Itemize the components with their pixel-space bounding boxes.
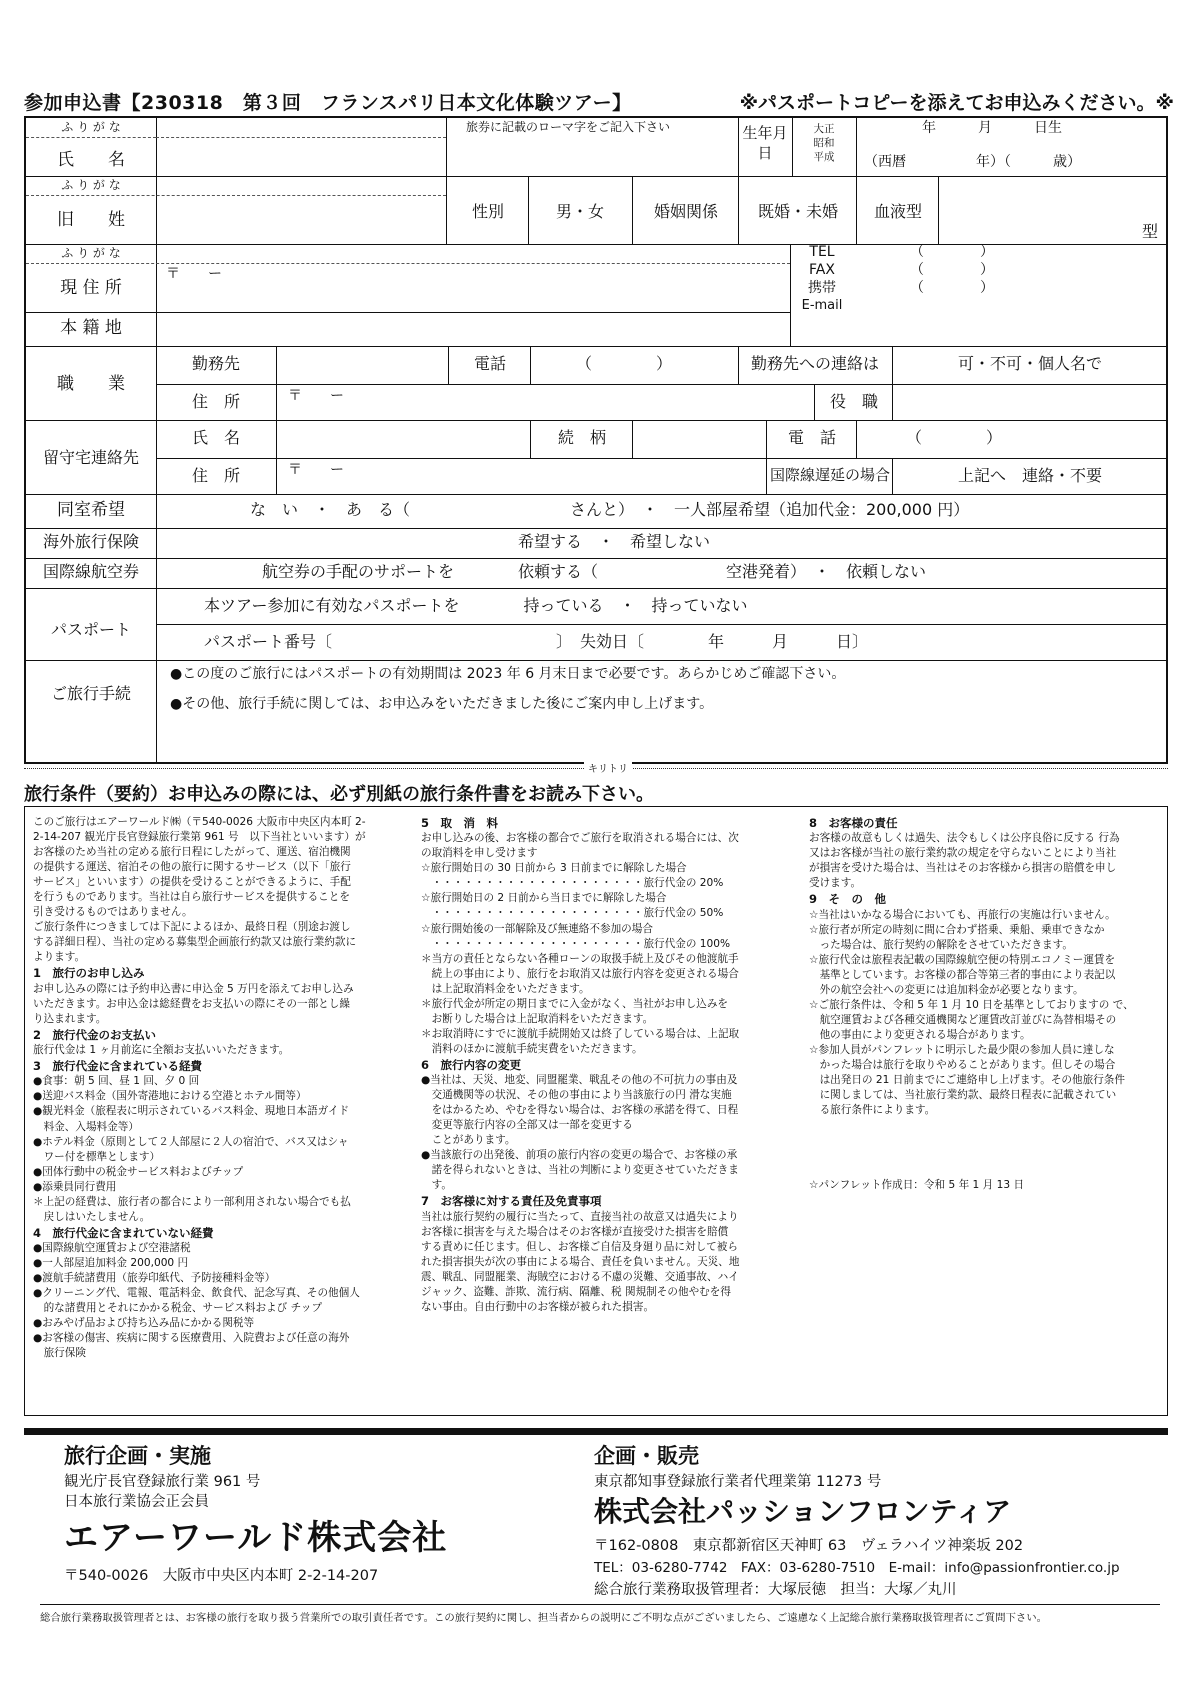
company-footer [64, 1440, 1164, 1620]
position-label: 役 職 [829, 392, 878, 411]
romaji-note: 旅券に記載のローマ字をご記入下さい [466, 120, 671, 134]
conditions-column-2 [421, 815, 791, 1315]
contact-employer-options[interactable]: 可・不可・個人名で [957, 354, 1102, 373]
conditions-line: 交通機関等の状況、その他の事由により当該旅行の円 滑な実施 [421, 1089, 732, 1102]
conditions-line: り込まれます。 [33, 1012, 107, 1025]
fax-field[interactable]: （ ） [910, 261, 994, 278]
home-contact-name-label: 氏 名 [191, 428, 240, 447]
cut-line [24, 764, 1168, 780]
conditions-line: 変更等旅行内容の全部又は一部を変更する [421, 1119, 633, 1132]
conditions-line: ●観光料金（旅程表に明示されているバス料金、現地日本語ガイド [33, 1105, 350, 1118]
conditions-line: ＊お取消時にすでに渡航手続開始又は終了している場合は、上記取 [421, 1027, 740, 1040]
conditions-line: 又はお客様が当社の旅行業約款の規定を守らないことにより当社 [809, 847, 1117, 860]
conditions-line: ☆旅行代金は旅程表記載の国際線航空便の特別エコノミー運賃を [809, 953, 1116, 966]
conditions-line: 続上の事由により、旅行をお取消又は旅行内容を変更される場合 [421, 967, 739, 980]
planner-heading: 旅行企画・実施 [64, 1444, 211, 1468]
conditions-line: 震、戦乱、同盟罷業、海賊空における不慮の災難、交通事故、ハイ [421, 1270, 739, 1283]
conditions-line: 旅行保険 [33, 1347, 86, 1360]
conditions-line: ワー付を標準とします） [33, 1150, 161, 1163]
era-heisei[interactable]: 平成 [813, 151, 835, 164]
era-showa[interactable]: 昭和 [813, 137, 835, 150]
conditions-line: ご旅行条件につきましては下記によるほか、最終日程（別途お渡し [33, 921, 351, 934]
conditions-line: ●渡航手続諸費用（旅券印紙代、予防接種料金等） [33, 1272, 276, 1285]
conditions-line: お客様に損害を与えた場合はそのお客様が直接受けた損害を賠償 [421, 1225, 729, 1238]
blood-type-label: 血液型 [873, 202, 922, 221]
conditions-line: ●送迎バス料金（国外寄港地における空港とホテル間等） [33, 1090, 307, 1103]
name-label: 氏 名 [57, 150, 125, 170]
conditions-line: ☆旅行開始日の 2 日前から当日までに解除した場合 [421, 892, 667, 905]
conditions-line: ●おみやげ品および持ち込み品にかかる関税等 [33, 1317, 255, 1330]
fax-label: FAX [809, 261, 835, 278]
conditions-line: お客様の故意もしくは過失、法令もしくは公序良俗に反する 行為 [809, 832, 1120, 845]
conditions-line: お申し込みの際には予約申込書に申込金 5 万円を添えてお申し込み [33, 982, 354, 995]
conditions-line: ☆参加人員がパンフレットに明示した最少限の参加人員に達しな [809, 1044, 1115, 1057]
conditions-line: ●食事：朝 5 回、昼 1 回、夕 0 回 [33, 1075, 200, 1088]
birth-label: 生年月日 [742, 124, 788, 162]
conditions-line: する責めに任じます。但し、お客様ご自信及身廻り品に対して被ら [421, 1240, 738, 1253]
conditions-line: 2 旅行代金のお支払い [33, 1027, 157, 1042]
home-contact-postal[interactable]: 〒 ー [288, 462, 344, 478]
conditions-line: 3 旅行代金に含まれている経費 [33, 1059, 202, 1074]
conditions-column-3 [809, 815, 1159, 1193]
tel-field[interactable]: （ ） [910, 244, 994, 260]
form-header [24, 86, 1174, 116]
conditions-line: る旅行条件によります。 [809, 1104, 936, 1117]
home-contact-phone-label: 電 話 [787, 428, 836, 447]
marital-label: 婚姻関係 [653, 202, 718, 221]
planner-registration: 観光庁長官登録旅行業 961 号 [64, 1474, 261, 1490]
conditions-line: ●ホテル料金（原則として２人部屋に２人の宿泊で、バス又はシャ [33, 1135, 349, 1148]
roommate-label: 同室希望 [57, 500, 125, 520]
conditions-line: お断りした場合は上記取消料をいただきます。 [421, 1012, 654, 1025]
furigana-label: ふ り が な [61, 120, 121, 134]
conditions-line: ＊当方の責任とならない各種ローンの取扱手続上及びその他渡航手 [421, 952, 739, 965]
sex-label: 性別 [471, 202, 504, 221]
conditions-line: 9 そ の 他 [809, 892, 887, 907]
conditions-line: の取消料を申し受けます [421, 847, 538, 860]
furigana-label-2: ふ り が な [61, 178, 121, 192]
conditions-line: す。 [421, 1179, 452, 1192]
delay-options[interactable]: 上記へ 連絡・不要 [957, 466, 1102, 485]
conditions-line: は上記取消料金をいただきます。 [421, 982, 590, 995]
conditions-line: が損害を受けた場合は、当社はそのお客様から損害の賠償を申し [809, 862, 1117, 875]
conditions-line: ☆ご旅行条件は、令和 5 年 1 月 10 日を基準としておりますの で、 [809, 998, 1134, 1011]
seller-contact: TEL：03-6280-7742 FAX：03-6280-7510 E-mail：info@passionfrontier.co.jp [594, 1560, 1120, 1576]
era-options[interactable] [794, 122, 854, 165]
conditions-line: 6 旅行内容の変更 [421, 1057, 522, 1072]
tel-label: TEL [809, 244, 835, 260]
conditions-line: ない事由。自由行動中のお客様が被られた損害。 [421, 1300, 655, 1313]
contact-fields[interactable] [910, 244, 994, 298]
footer-divider [24, 1428, 1168, 1435]
passport-number-field[interactable]: パスポート番号〔 〕 失効日〔 年 月 日〕 [204, 632, 869, 651]
sex-options[interactable]: 男・女 [555, 202, 604, 221]
conditions-line: 5 取 消 料 [421, 816, 499, 830]
work-phone-field[interactable]: （ ） [576, 354, 673, 373]
relation-field[interactable] [634, 422, 764, 456]
manager-disclaimer: 総合旅行業務取扱管理者とは、お客様の旅行を取り扱う営業所での取引責任者です。この旅行契約に関し、担当者からの説明にご不明な点がございましたら、ご遠慮なく上記総合旅行業務取扱管理者にご質問下さい。 [40, 1604, 1160, 1624]
air-ticket-options[interactable]: 航空券の手配のサポートを 依頼する（ 空港発着） ・ 依頼しない [262, 562, 927, 581]
blood-type-unit: 型 [1142, 222, 1159, 241]
birth-western[interactable]: （西暦 年）（ 歳） [864, 154, 1081, 170]
address-label: 現 住 所 [60, 278, 122, 298]
conditions-line: ・・・・・・・・・・・・・・・・・・・・旅行代金の 20% [421, 877, 724, 890]
conditions-line: ●一人部屋追加料金 200,000 円 [33, 1257, 189, 1270]
conditions-line: ●添乗員同行費用 [33, 1180, 117, 1193]
insurance-label: 海外旅行保険 [42, 532, 139, 551]
conditions-line: ＊上記の経費は、旅行者の都合により一部利用されない場合でも払 [33, 1195, 351, 1208]
seller-registration: 東京都知事登録旅行業者代理業第 11273 号 [594, 1474, 882, 1490]
conditions-line [809, 1148, 1159, 1163]
mobile-label: 携帯 [808, 279, 836, 296]
conditions-line [809, 1163, 1159, 1178]
conditions-line: する詳細日程）、当社の定める募集型企画旅行約款又は旅行業約款に [33, 936, 357, 949]
conditions-line: ☆パンフレット作成日：令和 5 年 1 月 13 日 [809, 1179, 1025, 1192]
employer-field[interactable] [278, 348, 448, 382]
conditions-line: 外の航空会社への変更には追加料金が必要となります。 [809, 983, 1084, 996]
conditions-line: 引き受けるものではありません。 [33, 906, 193, 919]
domicile-label: 本 籍 地 [60, 318, 122, 338]
procedure-note-1: ●この度のご旅行にはパスポートの有効期間は 2023 年 6 月末日まで必要です。あらかじめご確認下さい。 [170, 666, 846, 682]
conditions-line: 諾を得られないときは、当社の判断により変更させていただきま [421, 1164, 739, 1177]
contact-employer-label: 勤務先への連絡は [750, 354, 879, 373]
mobile-field[interactable]: （ ） [910, 279, 994, 296]
conditions-line: ☆旅行開始後の一部解除及び無連絡不参加の場合 [421, 922, 653, 935]
conditions-line: 的な諸費用とそれにかかる税金、サービス料および チップ [33, 1302, 323, 1315]
conditions-title: 旅行条件（要約）お申込みの際には、必ず別紙の旅行条件書をお読み下さい。 [24, 784, 654, 805]
seller-company-name: 株式会社パッションフロンティア [594, 1495, 1012, 1528]
conditions-line: ☆当社はいかなる場合においても、再旅行の実施は行いません。 [809, 908, 1116, 921]
seller-address: 〒162-0808 東京都新宿区天神町 63 ヴェラハイツ神楽坂 202 [594, 1538, 1024, 1554]
passport-copy-note: ※パスポートコピーを添えてお申込みください。※ [739, 92, 1174, 114]
conditions-line: の提供する運送、宿泊その他の旅行に関するサービス（以下「旅行 [33, 861, 351, 874]
conditions-line: ●お客様の傷害、疾病に関する医療費用、入院費および任意の海外 [33, 1332, 350, 1345]
conditions-line: ●団体行動中の税金サービス料およびチップ [33, 1165, 244, 1178]
furigana-label-3: ふ り が な [61, 246, 121, 260]
conditions-line: 受けます。 [809, 877, 862, 890]
conditions-line: ☆旅行開始日の 30 日前から 3 日前までに解除した場合 [421, 862, 687, 875]
blood-type-field[interactable] [940, 178, 1166, 244]
planner-association: 日本旅行業協会正会員 [64, 1494, 209, 1510]
air-ticket-label: 国際線航空券 [42, 562, 139, 581]
cut-label: キリトリ [584, 760, 632, 775]
form-title: 参加申込書【230318 第３回 フランスパリ日本文化体験ツアー】 [24, 92, 632, 114]
conditions-line: 消料のほかに渡航手続実費をいただきます。 [421, 1042, 643, 1055]
conditions-line: ●当社は、天災、地変、同盟罷業、戦乱その他の不可抗力の事由及 [421, 1074, 738, 1087]
seller-heading: 企画・販売 [594, 1444, 699, 1468]
conditions-line: ジャック、盗難、詐欺、流行病、隔離、税 関規制その他やむを得 [421, 1285, 731, 1298]
delay-label: 国際線遅延の場合 [769, 466, 890, 484]
conditions-line [809, 1133, 1159, 1148]
old-name-label: 旧 姓 [57, 210, 125, 230]
home-contact-label: 留守宅連絡先 [42, 448, 139, 467]
conditions-line: 旅行代金は 1 ヶ月前迄に全額お支払いいただきます。 [33, 1044, 290, 1057]
conditions-column-1 [33, 815, 403, 1361]
work-address-postal[interactable]: 〒 ー [288, 388, 344, 404]
conditions-line: ＊旅行代金が所定の期日までに入金がなく、当社がお申し込みを [421, 997, 729, 1010]
work-phone-label: 電話 [473, 354, 506, 373]
conditions-line: ・・・・・・・・・・・・・・・・・・・・旅行代金の 100% [421, 937, 731, 950]
planner-company-name: エアーワールド株式会社 [64, 1518, 448, 1558]
era-taisho[interactable]: 大正 [813, 123, 835, 135]
roommate-options[interactable]: な い ・ あ る（ さんと） ・ 一人部屋希望（追加代金：200,000 円） [250, 500, 970, 519]
conditions-line: お客様のため当社の定める旅行日程にしたがって、運送、宿泊機関 [33, 846, 351, 859]
conditions-line: ●当該旅行の出発後、前項の旅行内容の変更の場合で、お客様の承 [421, 1149, 738, 1162]
old-name-field[interactable] [158, 178, 446, 244]
application-form [24, 116, 1168, 764]
insurance-options[interactable]: 希望する ・ 希望しない [518, 532, 711, 551]
procedure-label: ご旅行手続 [50, 684, 131, 703]
conditions-line: 当社は旅行契約の履行に当たって、直接当社の故意又は過失により [421, 1210, 739, 1223]
home-contact-phone-field[interactable]: （ ） [906, 428, 1003, 447]
email-label: E-mail [801, 297, 843, 313]
conditions-line: 8 お客様の責任 [809, 816, 898, 830]
conditions-line: れた損害損失が次の事由による場合、責任を負いません。天災、地 [421, 1255, 740, 1268]
conditions-line: 基準としています。お客様の都合等第三者的事由により表記以 [809, 968, 1116, 981]
planner-address: 〒540-0026 大阪市中央区内本町 2-2-14-207 [64, 1568, 379, 1584]
conditions-line: 料金、入場料金等） [33, 1120, 139, 1133]
conditions-line: よります。 [33, 951, 86, 964]
conditions-line: ・・・・・・・・・・・・・・・・・・・・旅行代金の 50% [421, 907, 724, 920]
conditions-line: このご旅行はエアーワールド㈱（〒540-0026 大阪市中央区内本町 2- [33, 816, 366, 828]
conditions-line: いただきます。お申込金は総経費をお支払いの際にその一部とし繰 [33, 997, 350, 1010]
conditions-line: 4 旅行代金に含まれていない経費 [33, 1225, 214, 1240]
conditions-line: ☆旅行者が所定の時刻に間に合わず搭乗、乗船、乗車できなか [809, 923, 1105, 936]
conditions-line: は出発日の 21 日前までにご連絡申し上げます。その他旅行条件 [809, 1074, 1125, 1087]
conditions-line: ことがあります。 [421, 1134, 516, 1147]
name-field[interactable] [158, 118, 446, 176]
conditions-line: かった場合は旅行を取りやめることがあります。但しその場合 [809, 1059, 1116, 1072]
address-postal[interactable]: 〒 ー [166, 266, 222, 282]
occupation-label: 職 業 [57, 374, 125, 394]
work-address-label: 住 所 [191, 392, 240, 411]
conditions-line: った場合は、旅行契約の解除をさせていただきます。 [809, 938, 1073, 951]
procedure-note-2: ●その他、旅行手続に関しては、お申込みをいただきました後にご案内申し上げます。 [170, 696, 714, 712]
home-contact-name-field[interactable] [278, 422, 528, 456]
position-field[interactable] [894, 386, 1164, 418]
conditions-line: ●国際線航空運賃および空港諸税 [33, 1242, 191, 1255]
domicile-field[interactable] [158, 314, 788, 344]
romaji-name-field[interactable] [448, 138, 738, 176]
relation-label: 続 柄 [557, 428, 606, 447]
conditions-box [24, 806, 1168, 1416]
contact-labels [792, 244, 852, 314]
seller-manager: 総合旅行業務取扱管理者：大塚辰徳 担当：大塚／丸川 [594, 1582, 957, 1598]
conditions-line: サービス」といいます）の提供を受けることができるように、手配 [33, 876, 351, 889]
conditions-line: 2-14-207 観光庁長官登録旅行業第 961 号 以下当社といいます）が [33, 831, 366, 844]
conditions-line: お申し込みの後、お客様の都合でご旅行を取消される場合には、次 [421, 832, 739, 845]
conditions-line: ●クリーニング代、電報、電話料金、飲食代、記念写真、その他個人 [33, 1287, 360, 1300]
employer-label: 勤務先 [191, 354, 240, 373]
passport-valid-options[interactable]: 本ツアー参加に有効なパスポートを 持っている ・ 持っていない [204, 596, 748, 615]
conditions-line: 航空運賃および各種交通機関など運賃改訂並びに為替相場その [809, 1014, 1117, 1026]
conditions-line: 7 お客様に対する責任及免責事項 [421, 1194, 602, 1209]
conditions-line [809, 1118, 1159, 1133]
birth-ymd[interactable]: 年 月 日生 [922, 120, 1062, 136]
conditions-line: を行うものであります。当社は自ら旅行サービスを提供することを [33, 891, 350, 904]
passport-label: パスポート [50, 620, 131, 639]
conditions-line: 1 旅行のお申し込み [33, 966, 145, 981]
conditions-line: に関しましては、当社旅行業約款、最終日程表に記載されてい [809, 1089, 1117, 1102]
conditions-line: 戻しはいたしません。 [33, 1210, 151, 1223]
marital-options[interactable]: 既婚・未婚 [757, 202, 838, 221]
conditions-line: をはかるため、やむを得ない場合は、お客様の承諾を得て、日程 [421, 1104, 739, 1117]
home-contact-address-label: 住 所 [191, 466, 240, 485]
conditions-line: 他の事由により変更される場合があります。 [809, 1029, 1031, 1042]
